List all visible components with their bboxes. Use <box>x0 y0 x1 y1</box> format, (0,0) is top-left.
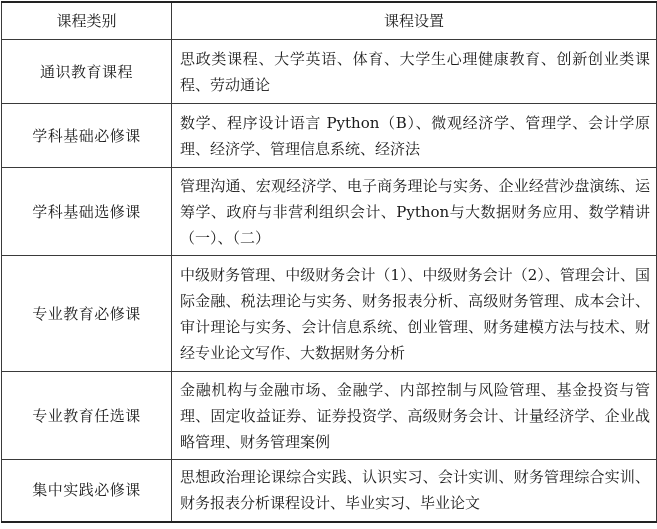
courses-cell: 中级财务管理、中级财务会计（1）、中级财务会计（2）、管理会计、国际金融、税法理论与实务、财务报表分析、高级财务管理、成本会计、审计理论与实务、会计信息系统、创业管理、财务建模方法与技术、财经专业论文写作、大数据财务分析 <box>172 256 657 372</box>
courses-cell: 金融机构与金融市场、金融学、内部控制与风险管理、基金投资与管理、固定收益证券、证券投资学、高级财务会计、计量经济学、企业战略管理、财务管理案例 <box>172 372 657 460</box>
courses-cell: 思想政治理论课综合实践、认识实习、会计实训、财务管理综合实训、财务报表分析课程设计、毕业实习、毕业论文 <box>172 460 657 522</box>
table-row <box>2 256 657 372</box>
table-row <box>2 460 657 522</box>
category-cell: 专业教育任选课 <box>2 372 172 460</box>
header-row <box>2 2 657 40</box>
header-category: 课程类别 <box>2 2 172 40</box>
table-row <box>2 40 657 104</box>
table-body <box>2 40 657 522</box>
category-cell: 集中实践必修课 <box>2 460 172 522</box>
curriculum-table <box>1 1 657 523</box>
category-cell: 专业教育必修课 <box>2 256 172 372</box>
category-cell: 学科基础必修课 <box>2 104 172 168</box>
courses-cell: 数学、程序设计语言 Python（B）、微观经济学、管理学、会计学原理、经济学、管理信息系统、经济法 <box>172 104 657 168</box>
table-row <box>2 104 657 168</box>
courses-cell: 思政类课程、大学英语、体育、大学生心理健康教育、创新创业类课程、劳动通论 <box>172 40 657 104</box>
category-cell: 学科基础选修课 <box>2 168 172 256</box>
header-courses: 课程设置 <box>172 2 657 40</box>
table-row <box>2 168 657 256</box>
category-cell: 通识教育课程 <box>2 40 172 104</box>
table-row <box>2 372 657 460</box>
table-header <box>2 2 657 40</box>
courses-cell: 管理沟通、宏观经济学、电子商务理论与实务、企业经营沙盘演练、运筹学、政府与非营利组织会计、Python与大数据财务应用、数学精讲（一）、（二） <box>172 168 657 256</box>
